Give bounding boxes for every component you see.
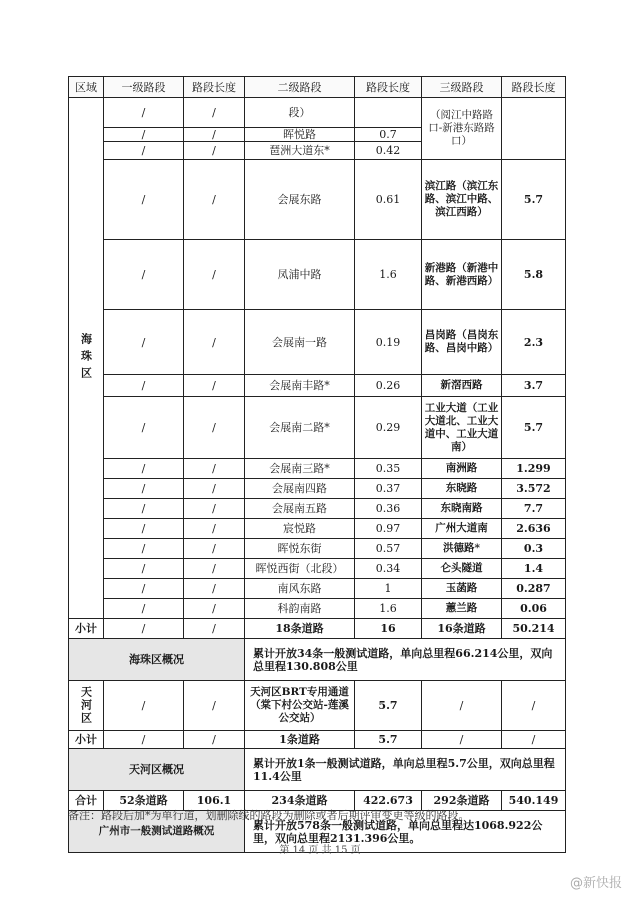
table-row xyxy=(69,160,566,240)
overview-text: 累计开放578条一般测试道路，单向总里程达1068.922公里，双向总里程2131.396公里。 xyxy=(245,811,566,853)
cell: 0.35 xyxy=(355,459,422,479)
cell: / xyxy=(184,98,245,128)
cell: / xyxy=(422,681,502,731)
cell: / xyxy=(184,599,245,619)
cell: 0.42 xyxy=(355,142,422,160)
table-row xyxy=(69,731,566,749)
cell: 小计 xyxy=(69,619,104,639)
cell: 52条道路 xyxy=(104,791,184,811)
cell: 1条道路 xyxy=(245,731,355,749)
header-cell: 路段长度 xyxy=(502,77,566,98)
cell: 宸悦路 xyxy=(245,519,355,539)
cell: 5.7 xyxy=(355,731,422,749)
cell: / xyxy=(104,579,184,599)
table-row xyxy=(69,559,566,579)
header-cell: 三级路段 xyxy=(422,77,502,98)
cell: 仑头隧道 xyxy=(422,559,502,579)
cell: 3.7 xyxy=(502,375,566,397)
footnote: 备注：路段后加*为单行道，划删除线的路段为删除或者后期评审变更等级的路段。 xyxy=(68,809,470,822)
overview-text: 累计开放34条一般测试道路，单向总里程66.214公里，双向总里程130.808公里 xyxy=(245,639,566,681)
cell: 新港路（新港中路、新港西路） xyxy=(422,240,502,310)
header-cell: 二级路段 xyxy=(245,77,355,98)
table-row xyxy=(69,619,566,639)
cell: / xyxy=(104,731,184,749)
cell: 南风东路 xyxy=(245,579,355,599)
cell: 0.287 xyxy=(502,579,566,599)
table-row xyxy=(69,639,566,681)
cell: 18条道路 xyxy=(245,619,355,639)
cell: 2.3 xyxy=(502,310,566,375)
cell: 段） xyxy=(245,98,355,128)
header-cell: 一级路段 xyxy=(104,77,184,98)
cell: / xyxy=(104,310,184,375)
cell: 5.7 xyxy=(502,160,566,240)
cell: / xyxy=(104,539,184,559)
overview-label: 广州市一般测试道路概况 xyxy=(69,811,245,853)
district-tianhe: 天河区 xyxy=(69,681,104,731)
cell: 0.36 xyxy=(355,499,422,519)
cell: / xyxy=(104,160,184,240)
table-header xyxy=(69,77,566,98)
cell: 0.7 xyxy=(355,128,422,142)
cell: / xyxy=(184,499,245,519)
cell: / xyxy=(104,559,184,579)
cell: 会展南三路* xyxy=(245,459,355,479)
table-row xyxy=(69,375,566,397)
cell: 5.7 xyxy=(355,681,422,731)
cell: / xyxy=(104,479,184,499)
cell: 会展南四路 xyxy=(245,479,355,499)
table-row xyxy=(69,459,566,479)
cell: 7.7 xyxy=(502,499,566,519)
header-cell: 区域 xyxy=(69,77,104,98)
cell: 凤浦中路 xyxy=(245,240,355,310)
overview-label: 海珠区概况 xyxy=(69,639,245,681)
road-table xyxy=(68,76,566,853)
table-row xyxy=(69,539,566,559)
cell: 新滘西路 xyxy=(422,375,502,397)
cell: 0.37 xyxy=(355,479,422,499)
cell: 1.299 xyxy=(502,459,566,479)
table-row xyxy=(69,579,566,599)
cell: 540.149 xyxy=(502,791,566,811)
watermark: @新快报 xyxy=(569,876,622,891)
cell: / xyxy=(104,128,184,142)
cell xyxy=(355,98,422,128)
table-row xyxy=(69,397,566,459)
cell: 3.572 xyxy=(502,479,566,499)
cell: / xyxy=(184,559,245,579)
cell: 234条道路 xyxy=(245,791,355,811)
cell: 晖悦东街 xyxy=(245,539,355,559)
cell: / xyxy=(104,240,184,310)
cell: 南洲路 xyxy=(422,459,502,479)
table-row xyxy=(69,240,566,310)
cell: 会展南一路 xyxy=(245,310,355,375)
cell: 50.214 xyxy=(502,619,566,639)
cell: 0.29 xyxy=(355,397,422,459)
cell: / xyxy=(104,142,184,160)
cell: / xyxy=(422,731,502,749)
cell: 2.636 xyxy=(502,519,566,539)
cell: / xyxy=(104,681,184,731)
cell: / xyxy=(502,731,566,749)
cell: / xyxy=(502,681,566,731)
cell: 晖悦路 xyxy=(245,128,355,142)
cell: / xyxy=(184,731,245,749)
table-row xyxy=(69,749,566,791)
cell: 0.34 xyxy=(355,559,422,579)
cell: 小计 xyxy=(69,731,104,749)
cell: / xyxy=(184,619,245,639)
cell: 会展南五路 xyxy=(245,499,355,519)
cell: 天河区BRT专用通道（棠下村公交站-莲溪公交站） xyxy=(245,681,355,731)
cell: / xyxy=(184,479,245,499)
cell: 会展南二路* xyxy=(245,397,355,459)
cell: 1.4 xyxy=(502,559,566,579)
cell: 0.19 xyxy=(355,310,422,375)
cell: / xyxy=(104,599,184,619)
cell: 1.6 xyxy=(355,599,422,619)
overview-label: 天河区概况 xyxy=(69,749,245,791)
cell: / xyxy=(184,397,245,459)
overview-text: 累计开放1条一般测试道路，单向总里程5.7公里，双向总里程11.4公里 xyxy=(245,749,566,791)
cell: / xyxy=(184,519,245,539)
cell: 洪德路* xyxy=(422,539,502,559)
table-row xyxy=(69,310,566,375)
cell: 东晓南路 xyxy=(422,499,502,519)
table-body xyxy=(69,98,566,853)
cell: 会展南丰路* xyxy=(245,375,355,397)
cell: / xyxy=(184,240,245,310)
cell: / xyxy=(184,375,245,397)
cell: 工业大道（工业大道北、工业大道中、工业大道南） xyxy=(422,397,502,459)
cell: 106.1 xyxy=(184,791,245,811)
cell: / xyxy=(184,142,245,160)
table-row xyxy=(69,499,566,519)
cell: 0.26 xyxy=(355,375,422,397)
page-number: 第 14 页 共 15 页 xyxy=(279,845,361,856)
cell: 蕙兰路 xyxy=(422,599,502,619)
cell: 5.7 xyxy=(502,397,566,459)
cell: 0.57 xyxy=(355,539,422,559)
cell: 晖悦西街（北段） xyxy=(245,559,355,579)
cell: 科韵南路 xyxy=(245,599,355,619)
cell: 0.61 xyxy=(355,160,422,240)
header-cell: 路段长度 xyxy=(184,77,245,98)
cell: 滨江路（滨江东路、滨江中路、滨江西路） xyxy=(422,160,502,240)
cell: / xyxy=(104,519,184,539)
cell: 1.6 xyxy=(355,240,422,310)
cell: 422.673 xyxy=(355,791,422,811)
cell: 会展东路 xyxy=(245,160,355,240)
cell: / xyxy=(104,98,184,128)
cell: 5.8 xyxy=(502,240,566,310)
table-row xyxy=(69,681,566,731)
table-row xyxy=(69,519,566,539)
cell: 0.97 xyxy=(355,519,422,539)
cell: / xyxy=(104,397,184,459)
header-cell: 路段长度 xyxy=(355,77,422,98)
cell: 合计 xyxy=(69,791,104,811)
cell xyxy=(502,98,566,160)
cell: 1 xyxy=(355,579,422,599)
cell: / xyxy=(184,539,245,559)
cell: / xyxy=(104,499,184,519)
cell: / xyxy=(184,128,245,142)
cell: 广州大道南 xyxy=(422,519,502,539)
cell: 16条道路 xyxy=(422,619,502,639)
cell: 0.3 xyxy=(502,539,566,559)
table-row xyxy=(69,479,566,499)
cell: / xyxy=(184,681,245,731)
cell: / xyxy=(104,619,184,639)
cell: 16 xyxy=(355,619,422,639)
cell: 琶洲大道东* xyxy=(245,142,355,160)
table-row xyxy=(69,599,566,619)
cell: 东晓路 xyxy=(422,479,502,499)
cell: 0.06 xyxy=(502,599,566,619)
cell: / xyxy=(184,459,245,479)
cell: （阅江中路路口-新港东路路口） xyxy=(422,98,502,160)
district-haizhu: 海珠区 xyxy=(69,98,104,619)
cell: 昌岗路（昌岗东路、昌岗中路） xyxy=(422,310,502,375)
cell: / xyxy=(184,310,245,375)
table-row xyxy=(69,98,566,128)
cell: 玉菡路 xyxy=(422,579,502,599)
cell: / xyxy=(184,579,245,599)
cell: / xyxy=(184,160,245,240)
cell: 292条道路 xyxy=(422,791,502,811)
cell: / xyxy=(104,459,184,479)
cell: / xyxy=(104,375,184,397)
